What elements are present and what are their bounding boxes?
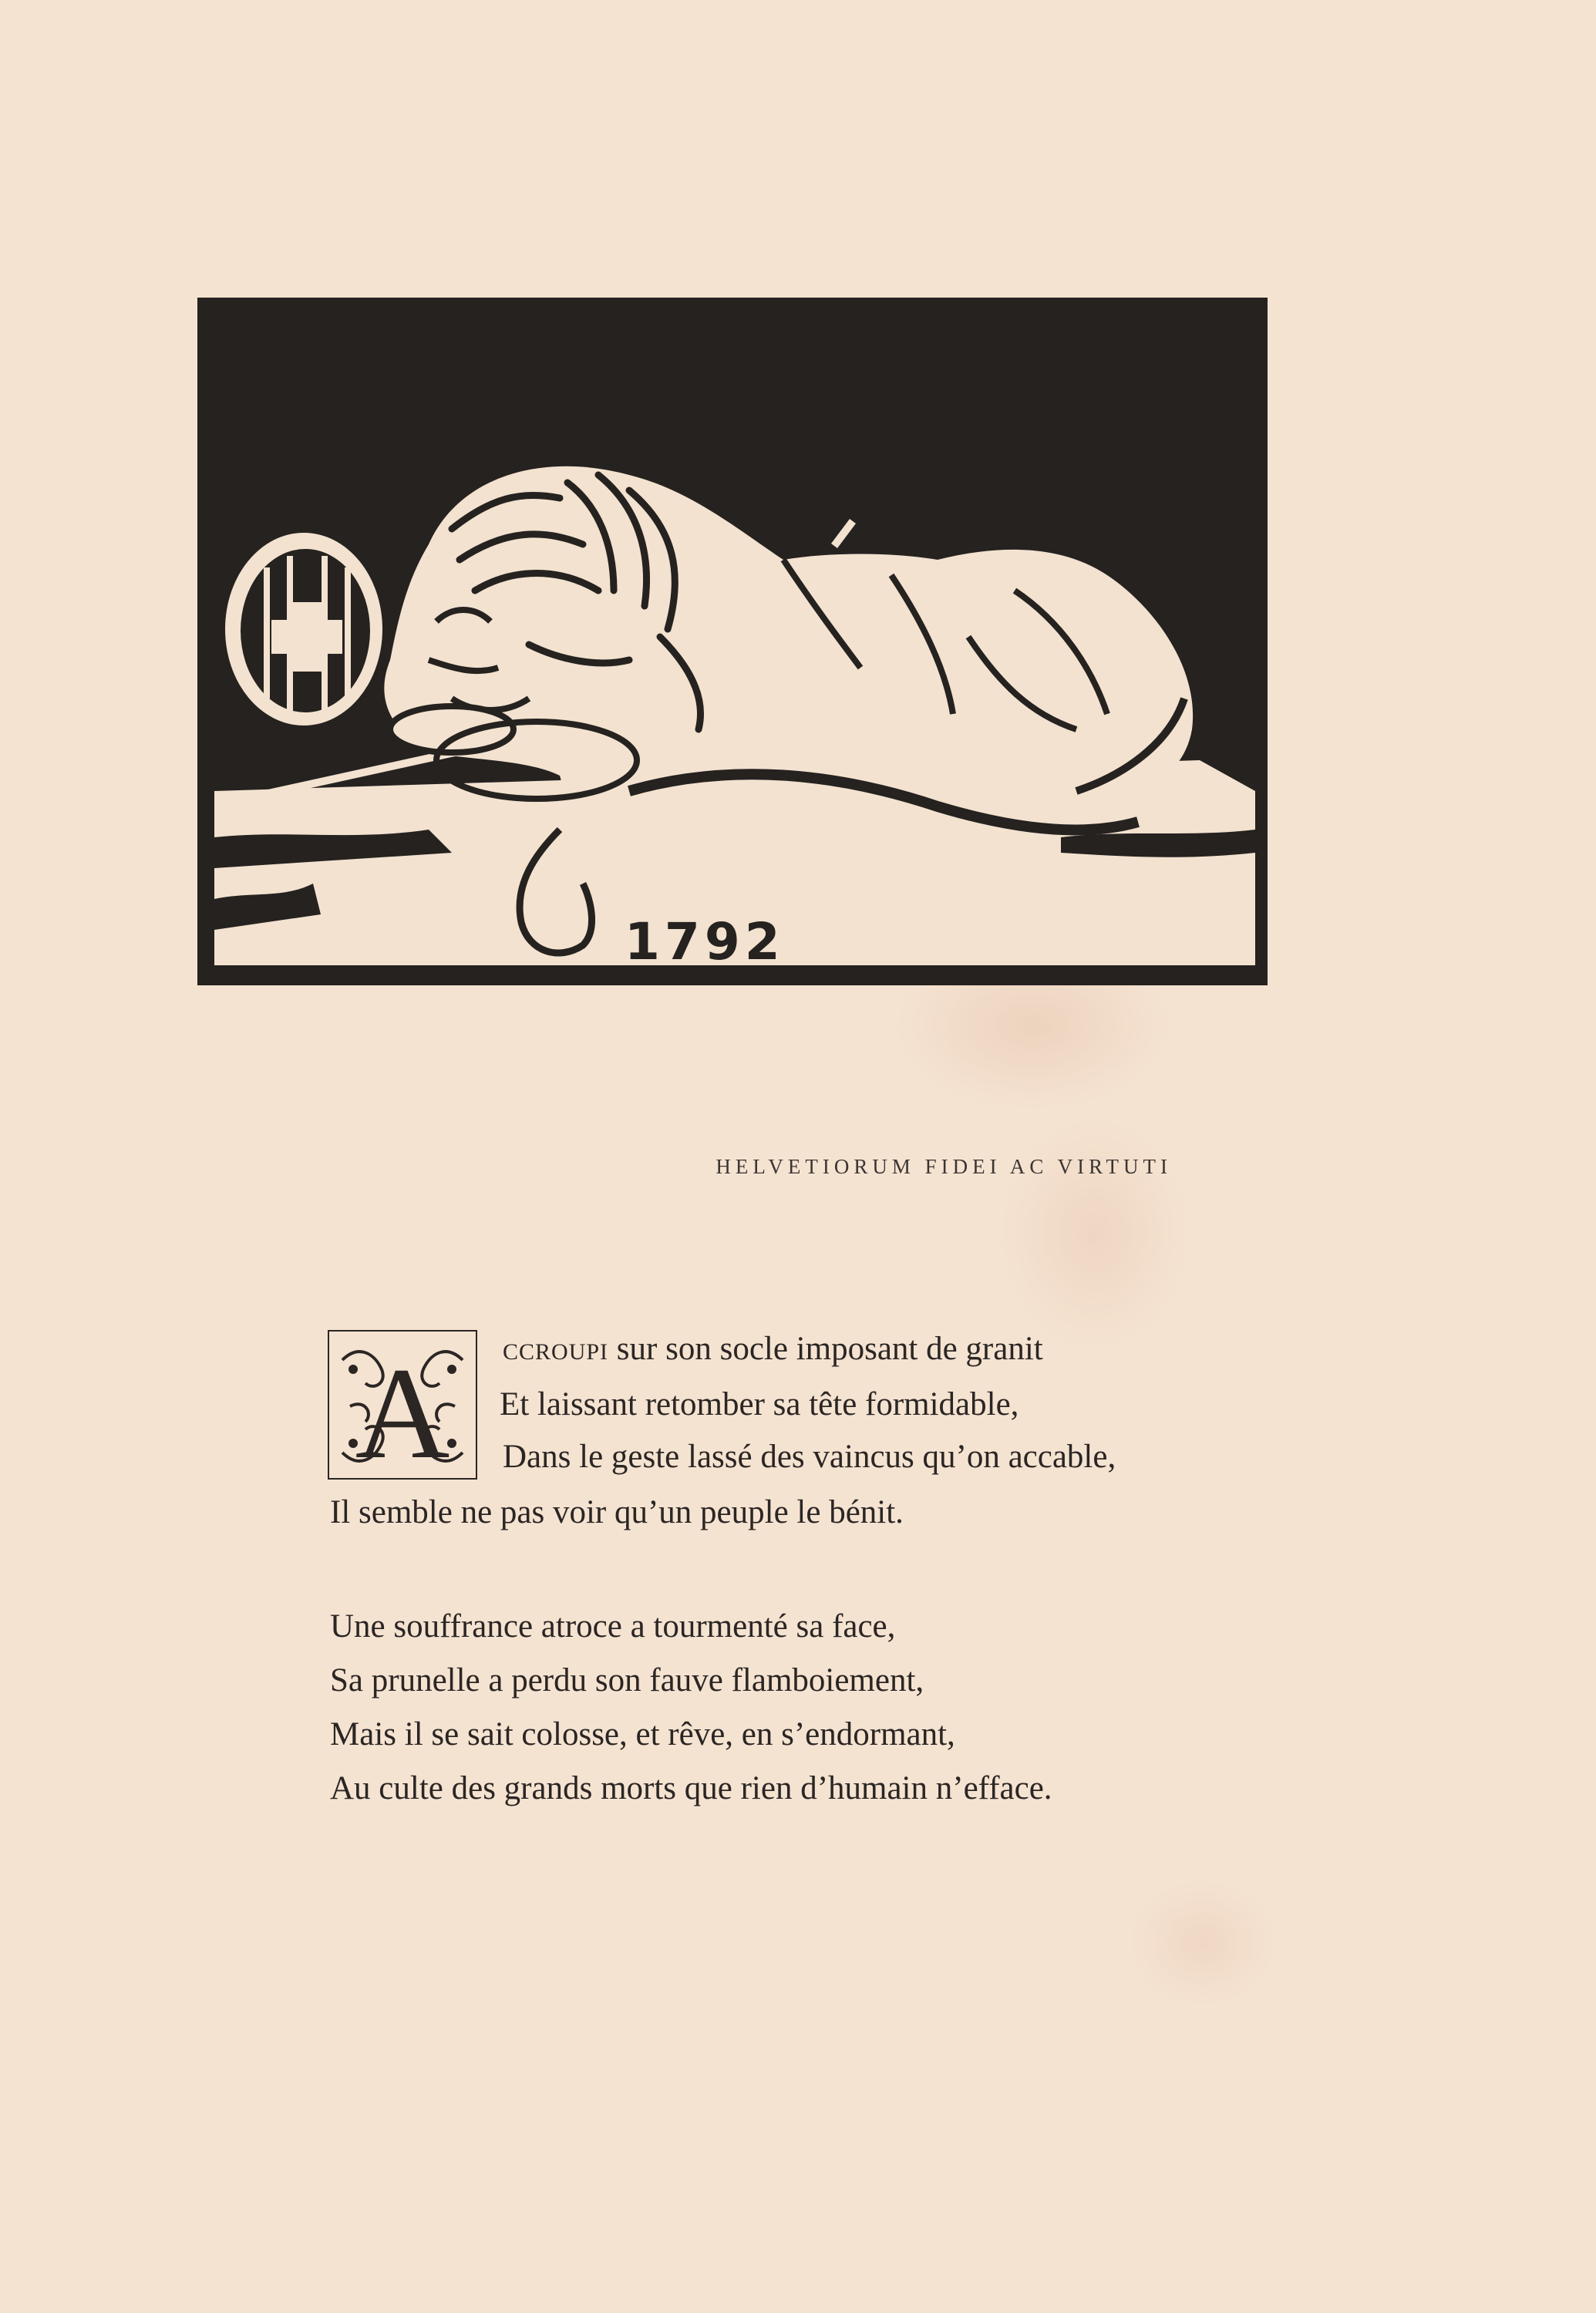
poem-stanza2-line4: Au culte des grands morts que rien d’humain n’efface. [330, 1770, 1052, 1806]
lion-woodcut-illustration [197, 298, 1268, 985]
poem-stanza1-line1 [503, 1332, 1043, 1365]
poem-stanza1-line2: Et laissant retomber sa tête formidable, [500, 1386, 1019, 1422]
drop-cap-letter: A [355, 1341, 450, 1480]
poem-stanza1-line1-tail: sur son socle imposant de granit [608, 1331, 1043, 1367]
poem-stanza1-line4: Il semble ne pas voir qu’un peuple le bénit. [330, 1494, 904, 1530]
poem-stanza1-line1-rest: ccroupi [503, 1331, 609, 1367]
lion-woodcut-icon [197, 298, 1268, 985]
poem-stanza2-line3: Mais il se sait colosse, et rêve, en s’endormant, [330, 1716, 955, 1752]
decorative-initial [327, 1329, 478, 1480]
ornamental-letter-a-icon [327, 1329, 478, 1480]
poem-stanza1-line3: Dans le geste lassé des vaincus qu’on accable, [503, 1439, 1116, 1475]
poem-stanza2-line2: Sa prunelle a perdu son fauve flamboiement, [330, 1662, 924, 1699]
illustration-date: 1792 [625, 912, 785, 971]
latin-inscription: HELVETIORUM FIDEI AC VIRTUTI [716, 1155, 1172, 1178]
poem-stanza2-line1: Une souffrance atroce a tourmenté sa face, [330, 1608, 896, 1645]
